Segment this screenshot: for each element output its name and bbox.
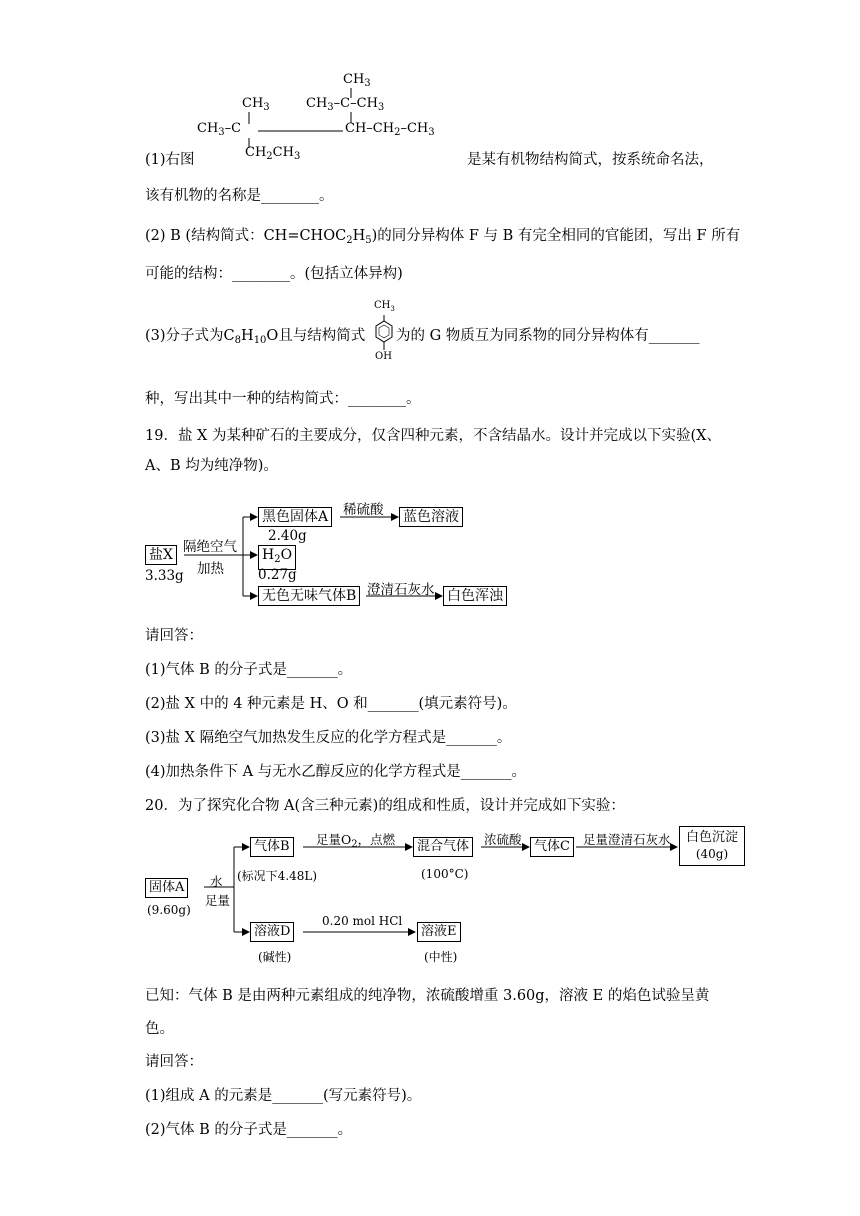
q1-line1: (1)右图 <box>145 152 195 168</box>
q20-ask: 请回答： <box>145 1054 203 1070</box>
cond-heat: 加热 <box>197 561 224 577</box>
q19-ask: 请回答： <box>145 628 203 644</box>
q20-sub2: (2)气体 B 的分子式是_______。 <box>145 1122 353 1138</box>
struct-left-c: $CH_3-C$ <box>197 121 242 138</box>
salt-x-mass: 3.33g <box>145 568 184 584</box>
struct-ch-chain: $CH-CH_2-CH_3$ <box>345 121 435 138</box>
water-box: $H_2O$ <box>258 545 296 570</box>
reagent-limewater: 澄清石灰水 <box>367 582 435 598</box>
white-turbidity-box: 白色浑浊 <box>443 586 507 606</box>
q20-line1: 20．为了探究化合物 A(含三种元素)的组成和性质，设计并完成如下实验： <box>145 798 625 814</box>
struct-left-ch3: $CH_3$ <box>242 96 270 113</box>
q20-sub1: (1)组成 A 的元素是_______(写元素符号)。 <box>145 1088 422 1104</box>
water-mass: 0.27g <box>258 567 297 583</box>
q3-line1-c: 为的 G 物质互为同系物的同分异构体有_______ <box>396 328 700 344</box>
q3-line2: 种，写出其中一种的结构简式：________。 <box>145 391 421 407</box>
white-precipitate-box: 白色沉淀 (40g) <box>679 826 745 866</box>
mixed-gas-box: 混合气体 <box>413 837 473 857</box>
struct-right-c: $CH_3-C-CH_3$ <box>306 96 385 113</box>
cond-isolated: 隔绝空气 <box>183 539 237 555</box>
reagent-dilute-sulfuric: 稀硫酸 <box>343 502 384 518</box>
solution-e-box: 溶液E <box>417 922 461 942</box>
solid-a-mass: (9.60g) <box>147 903 191 917</box>
salt-x-box: 盐X <box>145 545 177 565</box>
q19-sub1: (1)气体 B 的分子式是_______。 <box>145 662 353 678</box>
mixed-gas-note: (100°C) <box>421 867 469 881</box>
struct-ethyl: $CH_2CH_3$ <box>245 145 301 162</box>
black-solid-a-box: 黑色固体A <box>258 507 332 527</box>
reagent-conc-sulfuric: 浓硫酸 <box>484 832 522 847</box>
q3-ch3: $CH_3$ <box>374 300 395 313</box>
cond-o2: 足量$O_2$，点燃 <box>316 832 396 850</box>
gas-b-note: (标况下4.48L) <box>237 869 318 883</box>
a-mass: 2.40g <box>268 528 307 544</box>
solution-d-note: (碱性) <box>258 950 292 964</box>
cond-water: 水 <box>210 874 223 889</box>
solution-d-box: 溶液D <box>250 922 294 942</box>
cond-excess: 足量 <box>205 893 231 908</box>
q19-sub3: (3)盐 X 隔绝空气加热发生反应的化学方程式是_______。 <box>145 730 512 746</box>
solid-a-box: 固体A <box>145 878 188 898</box>
q2-line1: (2) B (结构简式：$CH=CHOC_2H_5$)的同分异构体 F 与 B 有完全相同的官能团，写出 F 所有 <box>145 228 741 246</box>
q1-line2: 该有机物的名称是________。 <box>145 188 334 204</box>
q3-oh: OH <box>375 351 392 362</box>
solution-e-note: (中性) <box>424 950 458 964</box>
gas-b-box: 无色无味气体B <box>258 586 360 606</box>
reagent-excess-limewater: 足量澄清石灰水 <box>583 832 671 847</box>
q3-line1: (3)分子式为$C_8H_{10}O$且与结构简式 <box>145 328 366 346</box>
struct-ch3-top: $CH_3$ <box>343 72 371 89</box>
q20-known1: 已知：气体 B 是由两种元素组成的纯净物，浓硫酸增重 3.60g，溶液 E 的焰色试验呈黄 <box>145 988 710 1004</box>
q19-line2: A、B 均为纯净物)。 <box>145 458 278 474</box>
q19-sub2: (2)盐 X 中的 4 种元素是 H、O 和_______(填元素符号)。 <box>145 696 517 712</box>
benzene-ring <box>376 321 392 342</box>
q20-known2: 色。 <box>145 1021 174 1037</box>
q2-line2: 可能的结构：________。(包括立体异构) <box>145 266 403 282</box>
q1-line1-b: 是某有机物结构简式，按系统命名法， <box>467 152 714 168</box>
blue-solution-box: 蓝色溶液 <box>399 507 463 527</box>
reagent-hcl: 0.20 mol HCl <box>322 914 403 928</box>
q19-sub4: (4)加热条件下 A 与无水乙醇反应的化学方程式是_______。 <box>145 764 526 780</box>
gas-b-box: 气体B <box>250 837 294 857</box>
q19-line1: 19．盐 X 为某种矿石的主要成分，仅含四种元素，不含结晶水。设计并完成以下实验(X、 <box>145 428 721 444</box>
gas-c-box: 气体C <box>530 837 574 857</box>
